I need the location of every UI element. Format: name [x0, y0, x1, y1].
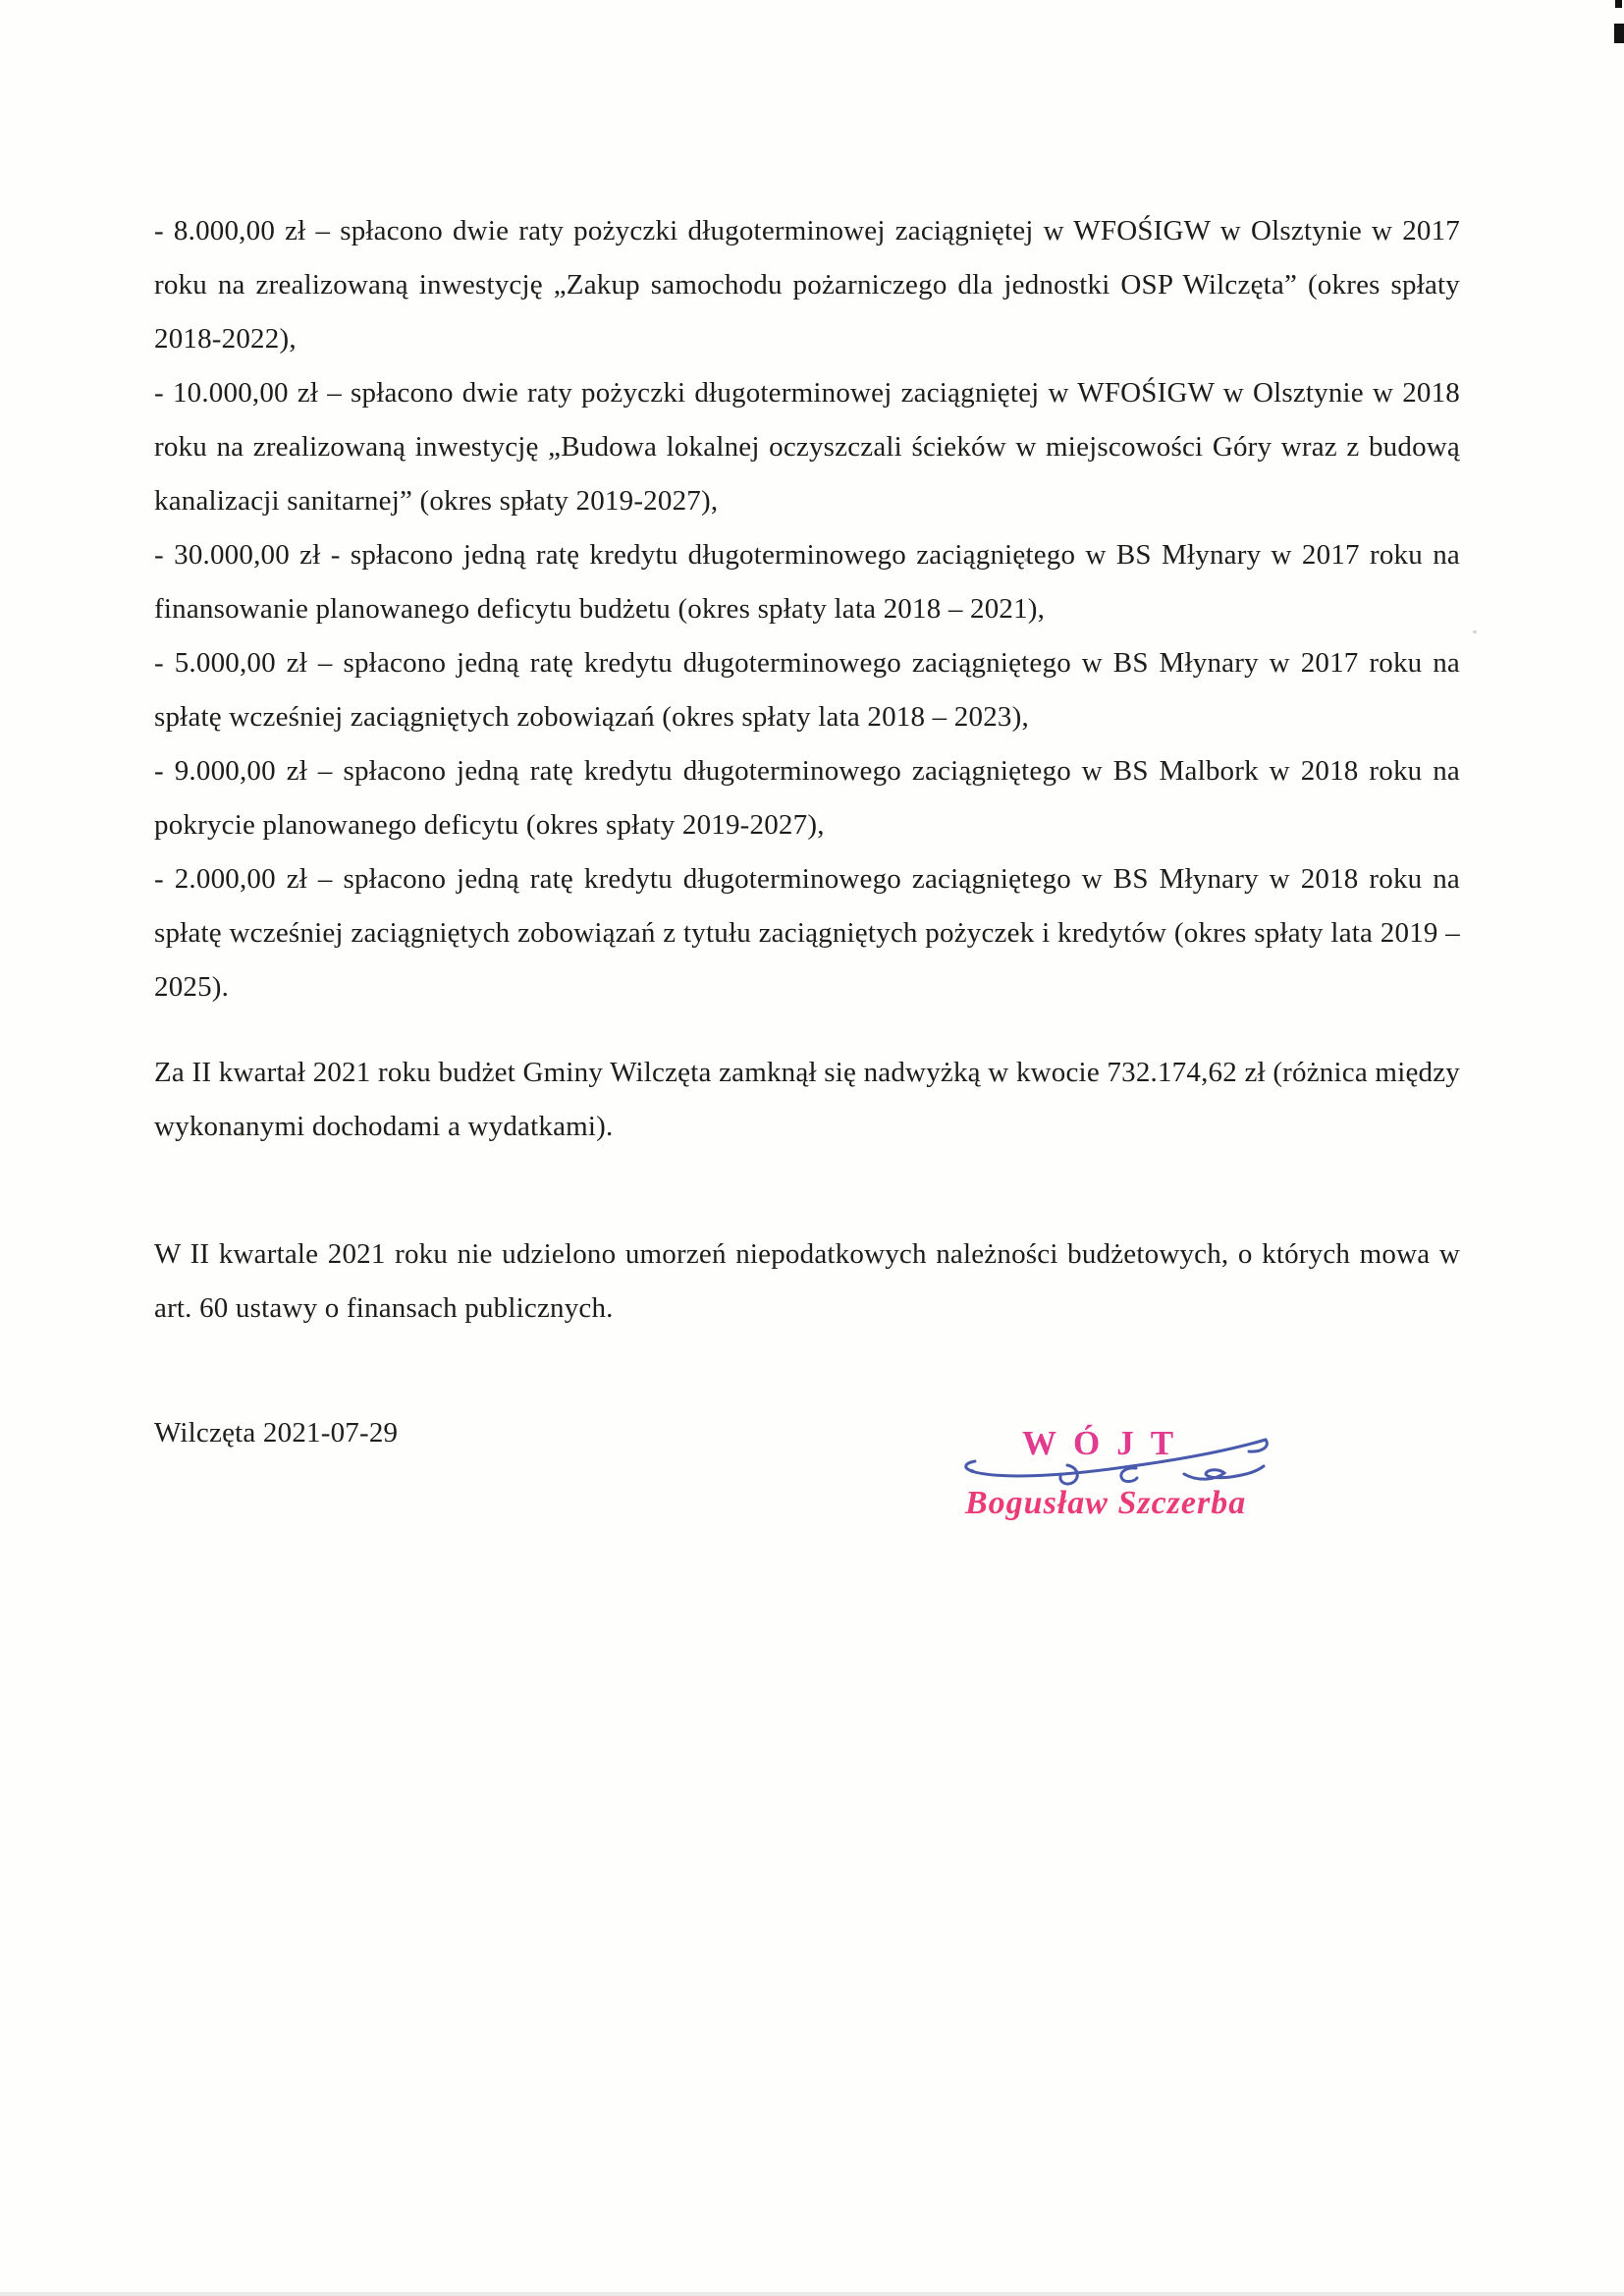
scan-bottom-shadow [0, 2292, 1624, 2296]
repayment-item-bs-mlynary-2018: - 2.000,00 zł – spłacono jedną ratę kredytu długoterminowego zaciągniętego w BS Młynary w 2018 roku na spłatę wcześniej zaciągniętych zobowiązań z tytułu zaciągniętych pożyczek i kredytów (okres spłaty lata 2019 – 2025). [154, 863, 1460, 1003]
repayment-item-wfosigw-2018: - 10.000,00 zł – spłacono dwie raty pożyczki długoterminowej zaciągniętej w WFOŚIGW w Olsztynie w 2018 roku na zrealizowaną inwestycję „Budowa lokalnej oczyszczali ścieków w miejscowości Góry wraz z budową kanalizacji sanitarnej” (okres spłaty 2019-2027), [154, 377, 1460, 517]
repayment-item-bs-mlynary-2017-zobowiazania: - 5.000,00 zł – spłacono jedną ratę kredytu długoterminowego zaciągniętego w BS Młynary w 2017 roku na spłatę wcześniej zaciągniętych zobowiązań (okres spłaty lata 2018 – 2023), [154, 647, 1460, 733]
signature-block [957, 1422, 1281, 1540]
budget-surplus-paragraph: Za II kwartał 2021 roku budżet Gminy Wilczęta zamknął się nadwyżką w kwocie 732.174,62 zł (różnica między wykonanymi dochodami a wydatkami). [154, 1057, 1460, 1142]
scan-artifact-corner [1615, 0, 1622, 8]
signature-name-stamp: Bogusław Szczerba [965, 1485, 1247, 1521]
wojt-title-stamp: WÓJT [1022, 1424, 1191, 1462]
repayment-item-wfosigw-2017: - 8.000,00 zł – spłacono dwie raty pożyczki długoterminowej zaciągniętej w WFOŚIGW w Olsztynie w 2017 roku na zrealizowaną inwestycję „Zakup samochodu pożarniczego dla jednostki OSP Wilczęta” (okres spłaty 2018-2022), [154, 215, 1460, 355]
repayment-item-bs-mlynary-2017-deficyt: - 30.000,00 zł - spłacono jedną ratę kredytu długoterminowego zaciągniętego w BS Młynary w 2017 roku na finansowanie planowanego deficytu budżetu (okres spłaty lata 2018 – 2021), [154, 539, 1460, 625]
dateline: Wilczęta 2021-07-29 [154, 1417, 399, 1449]
document-body [154, 204, 1460, 1460]
repayment-item-bs-malbork-2018: - 9.000,00 zł – spłacono jedną ratę kredytu długoterminowego zaciągniętego w BS Malbork w 2018 roku na pokrycie planowanego deficytu (okres spłaty 2019-2027), [154, 755, 1460, 841]
scan-artifact-edge [1614, 24, 1624, 43]
scan-speck [1473, 630, 1477, 633]
remission-paragraph: W II kwartale 2021 roku nie udzielono umorzeń niepodatkowych należności budżetowych, o których mowa w art. 60 ustawy o finansach publicznych. [154, 1238, 1460, 1324]
